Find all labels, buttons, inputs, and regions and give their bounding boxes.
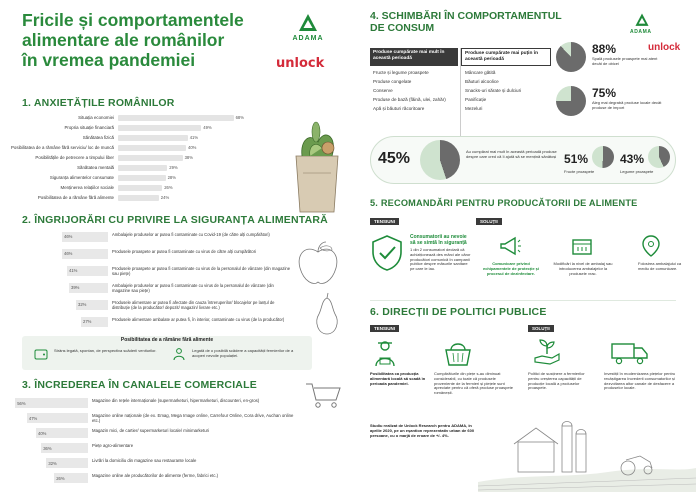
- s1-row-bar: [118, 165, 167, 171]
- farm-landscape-illustration: [478, 416, 696, 492]
- s3-row-value: 26%: [56, 475, 65, 481]
- stat-43-value: 43%: [620, 152, 645, 166]
- stat-75-text: Aleg mai degrabă produse locale decât produse de import: [592, 100, 662, 110]
- apple-illustration: [292, 240, 344, 288]
- unlock-logo-small: unlock: [648, 42, 681, 53]
- s5-solution1-text: Comunicare privind echipamentele de protecție și procesul de dezinfectare.: [482, 261, 540, 276]
- food-shortage-box: [22, 336, 312, 370]
- bought-more-item: Produse de bază (făină, ulei, zahăr): [373, 96, 446, 102]
- title-line-3: în vremea pandemiei: [22, 50, 196, 70]
- plant-in-hand-icon: [532, 336, 562, 366]
- s3-row-value: 47%: [28, 415, 38, 421]
- adama-logo-small-text: ADAMA: [630, 29, 652, 35]
- shopping-cart-illustration: [304, 380, 342, 410]
- shield-check-icon: [370, 234, 404, 272]
- title-line-1: Fricile și comportamentele: [22, 10, 244, 30]
- farmer-icon: [172, 347, 186, 361]
- s1-row-value: 28%: [167, 174, 176, 180]
- megaphone-icon: [498, 234, 522, 258]
- stat-43-text: Legume proaspete: [620, 169, 654, 174]
- title-line-2: alimentare ale românilor: [22, 30, 225, 50]
- section4-title-line2: DE CONSUM: [370, 22, 435, 34]
- s1-row-bar: [118, 175, 166, 181]
- stat-51-donut: [592, 146, 614, 168]
- section4-title-line1: 4. SCHIMBĂRI ÎN COMPORTAMENTUL: [370, 10, 562, 22]
- bought-more-list: [373, 70, 459, 115]
- s2-row-text: Produsele alimentare ar putea fi afectate din cauza întreruperilor/ blocajelor pe lanțul de distribuție (de la producător/ depozit/ magazin/ livrare etc.): [112, 300, 275, 310]
- study-footnote: Studiu realizat de Unlock Research pentru ADAMA, în aprilie 2020, pe un eșantion reprezentativ urban de 600 persoane, cu o marjă de eroare de +/- 4%.: [370, 423, 475, 438]
- bought-less-title: Produse cumpărate mai puțin în această perioadă: [461, 48, 551, 66]
- s1-row-value: 29%: [169, 164, 178, 170]
- s3-row-value: 36%: [43, 445, 52, 451]
- s1-row-value: 49%: [203, 124, 212, 130]
- s6-tag-solutions: SOLUȚII: [528, 325, 554, 332]
- farmer-with-produce-icon: [370, 338, 400, 368]
- s2-row-value: 46%: [64, 251, 73, 256]
- s2-row-value: 39%: [71, 285, 80, 290]
- s1-row-value: 26%: [164, 184, 173, 190]
- s5-tag-tensions: TENSIUNI: [370, 218, 399, 225]
- pear-illustration: [310, 292, 344, 336]
- s2-row-text: Produsele alimentare ambalate ar putea fi, în interior, contaminate cu virus (de la producător): [112, 317, 285, 322]
- s5-tension-text: 1 din 2 consumatori declară că achiziționează des mărci ale căror producători comunică în campanii publice despre măsurile sanitare pe care le iau.: [410, 247, 471, 272]
- s1-row-bar: [118, 125, 201, 131]
- adama-logo-small-icon: [634, 12, 650, 28]
- s2-row-text: Produsele proaspete ar putea fi contaminate cu virus de la personalul de vânzare (din magazine sau piețe): [112, 266, 291, 276]
- s2-row-text: Ambalajele produselor ar putea fi contaminate cu virus de la personalul de vânzare (din magazine sau piețe): [112, 283, 274, 293]
- s2-row-text: Produsele proaspete ar putea fi contaminate cu virus de către alți cumpărători: [112, 249, 257, 254]
- stat-43-donut: [648, 146, 670, 168]
- s1-row-bar: [118, 135, 188, 141]
- s1-row-label: Sănătatea mentală: [77, 165, 114, 170]
- grocery-bag-illustration: [288, 118, 346, 214]
- section6-title: 6. DIRECȚII DE POLITICI PUBLICE: [370, 306, 547, 318]
- stat-75-value: 75%: [592, 86, 617, 100]
- s1-row-value: 40%: [188, 144, 197, 150]
- s1-chart: [4, 114, 334, 204]
- bought-less-list: [465, 70, 551, 115]
- bought-more-box: [370, 48, 458, 142]
- s1-row-value: 24%: [160, 194, 170, 200]
- s5-divider: [370, 300, 676, 301]
- adama-logo-text: ADAMA: [292, 35, 324, 42]
- s2-row-value: 41%: [69, 268, 78, 273]
- s1-row-value: 68%: [235, 114, 244, 120]
- bought-more-item: Fructe și legume proaspete: [373, 70, 429, 75]
- s3-row-text: Piețe agro-alimentare: [92, 443, 134, 448]
- s1-row-bar: [118, 195, 159, 201]
- s1-row-label: Posibilitățile de petrecere a timpului liber: [35, 155, 114, 160]
- bought-more-item: Produse congelate: [373, 78, 412, 84]
- s1-row-value: 38%: [184, 154, 193, 160]
- food-shortage-left-text: Strâns legată, spontan, de perspectiva scăderii veniturilor.: [54, 348, 157, 353]
- stat-88-donut: [556, 42, 586, 72]
- s1-row-value: 41%: [189, 134, 199, 140]
- s5-tension-title: Consumatorii au nevoie să se simtă în siguranță: [410, 234, 467, 246]
- bought-less-item: Mâncare gătită: [465, 70, 496, 75]
- s6-tag-tensions: TENSIUNI: [370, 325, 399, 332]
- s1-row-label: Sănătatea fizică: [82, 135, 114, 140]
- bought-more-title: Produse cumpărate mai mult în această perioadă: [370, 48, 458, 66]
- s3-row-text: Magazin mici, de cartier/ supermarketuri locale/ minimarketuri: [92, 428, 210, 433]
- section2-title: 2. ÎNGRIJORĂRI CU PRIVIRE LA SIGURANȚA ALIMENTARĂ: [22, 214, 328, 226]
- s1-row-bar: [118, 155, 183, 161]
- adama-logo-icon: [297, 12, 319, 34]
- s5-solution3-text: Folosirea ambalajului ca mediu de comunicare.: [638, 261, 682, 271]
- stat-45-donut: [420, 140, 460, 180]
- s3-row-value: 40%: [38, 430, 47, 436]
- s3-row-text: Magazine online naționale (de ex. Emag, Mega Image online, Carrefour Online, Cora drive, Auchan online etc.): [92, 413, 294, 424]
- bought-less-box: [460, 48, 550, 142]
- s5-solution2-text: Modificări la nivel de ambalaj sau introducerea ambalajelor la produsele vrac.: [553, 261, 613, 276]
- bought-less-item: Panificație: [465, 96, 487, 102]
- right-column: [348, 0, 696, 492]
- bought-less-item: Băuturi alcoolice: [465, 78, 499, 84]
- wallet-icon: [34, 347, 48, 361]
- s1-row-bar: [118, 115, 234, 121]
- s2-row-value: 32%: [78, 302, 87, 307]
- section1-title: 1. ANXIETĂȚILE ROMÂNILOR: [22, 97, 175, 109]
- stat-88-value: 88%: [592, 42, 617, 56]
- bought-less-item: Snacks-uri sărate și dulciuri: [465, 87, 522, 93]
- delivery-truck-icon: [610, 340, 650, 366]
- bought-more-item: Apă și băuturi răcoritoare: [373, 105, 425, 111]
- s1-row-label: Siguranța alimentelor consumate: [49, 175, 114, 180]
- bought-more-item: Conserve: [373, 87, 393, 93]
- s6-tension2-text: Cumpărăturile din piețe s-au diminuat considerabil, cu toate că produsele proveniente de la fermieri și piețele sunt apreciate pentru că oferă produse proaspete românești.: [434, 371, 513, 396]
- stat-88-text: Spală produsele proaspete mai atent decât de obicei: [592, 56, 658, 66]
- s3-row-value: 56%: [17, 400, 26, 406]
- basket-icon: [442, 338, 474, 368]
- page-title: [22, 10, 272, 70]
- s2-row-value: 27%: [83, 319, 92, 324]
- s5-tag-solutions: SOLUȚII: [476, 218, 502, 225]
- s2-chart: [8, 232, 338, 337]
- s6-solution1-text: Politici de susținere a fermierilor pentru creșterea capacității de producție locală a produselor proaspete.: [528, 371, 585, 391]
- s6-tension1-text: Posibilitatea ca producția alimentară locală să scadă în perioada pandemiei.: [370, 371, 426, 386]
- s3-row-value: 32%: [48, 460, 57, 466]
- s1-row-label: Posibilitatea de a rămâne fără alimente: [37, 195, 114, 200]
- package-icon: [570, 234, 594, 258]
- stat-51-text: Fructe proaspete: [564, 169, 595, 174]
- stat-51-value: 51%: [564, 152, 589, 166]
- s3-chart: [8, 398, 338, 490]
- s1-row-label: Menținerea relațiilor sociale: [60, 185, 114, 190]
- s3-row-bar: [15, 398, 88, 408]
- s6-solution2-text: Investiții în modernizarea piețelor pentru recâștigarea încrederii consumatorilor și dezvoltarea altor canale de desfacere a produselor locale.: [604, 371, 676, 391]
- s1-row-label: Posibilitatea de a rămâne fără serviciu/ loc de muncă: [11, 145, 114, 150]
- s1-row-label: Propria situație financiară: [64, 125, 114, 130]
- food-shortage-right-text: Legată de o posibilă scădere a capacității fermierilor de a acoperi nevoile populației.: [192, 348, 294, 358]
- s3-row-text: Magazine din rețele internaționale (supermarketuri, hipermarketuri, discounteri, en-gros): [92, 398, 260, 403]
- stat-75-donut: [556, 86, 586, 116]
- section3-title: 3. ÎNCREDEREA ÎN CANALELE COMERCIALE: [22, 379, 257, 391]
- s2-row-value: 46%: [64, 234, 73, 239]
- stat-45-value: 45%: [378, 150, 411, 167]
- adama-logo: [286, 12, 330, 52]
- section4-title: [370, 10, 562, 34]
- location-pin-icon: [640, 234, 662, 258]
- s3-row-text: Livrări la domiciliu din magazine sau restaurante locale: [92, 458, 197, 463]
- s1-row-label: Situația economiei: [78, 115, 114, 120]
- section5-title: 5. RECOMANDĂRI PENTRU PRODUCĂTORII DE ALIMENTE: [370, 198, 638, 208]
- unlock-logo: unlock: [276, 56, 325, 71]
- food-shortage-box-title: Posibilitatea de a rămâne fără alimente: [120, 337, 214, 343]
- s3-row-text: Magazine online ale producătorilor de alimente (ferme, fabrici etc.): [92, 473, 219, 478]
- s1-row-bar: [118, 185, 162, 191]
- s2-row-text: Ambalajele produselor ar putea fi contaminate cu Covid-19 (de către alți cumpărători): [112, 232, 270, 237]
- s1-row-bar: [118, 145, 186, 151]
- stat-45-text: Au cumpărat mai mult în această perioadă produse despre care cred că îi ajută să se mențină sănătoși: [466, 149, 557, 159]
- bought-less-item: Mezeluri: [465, 105, 483, 111]
